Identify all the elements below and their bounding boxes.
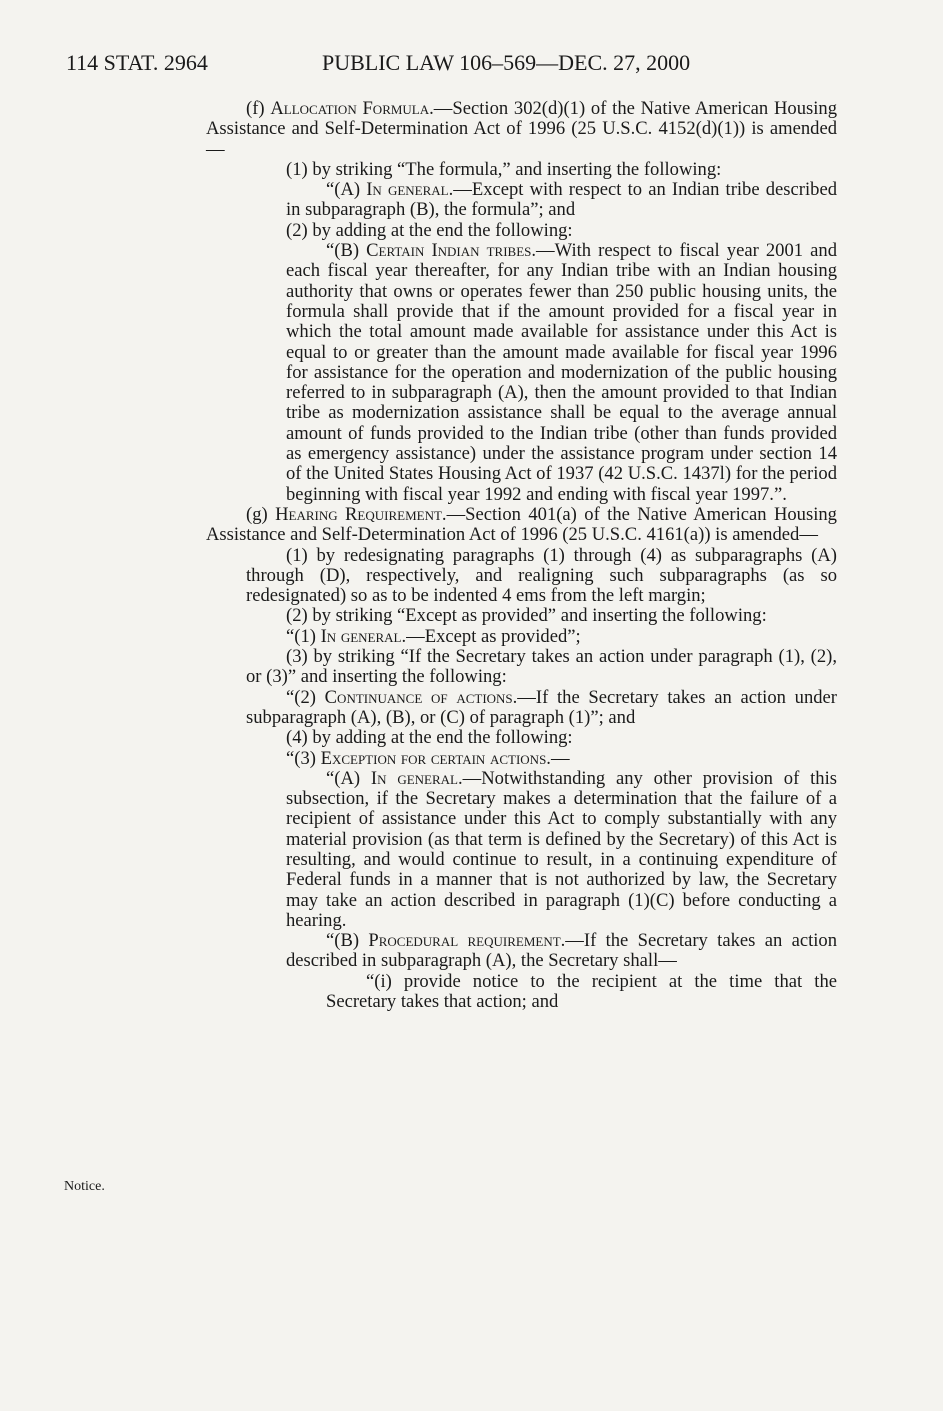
paragraph-text: —Except with respect to an Indian tribe described in subparagraph (B), the formula”; and [286,179,837,221]
paragraph-text: (3) by striking “If the Secretary takes an action under paragraph (1), (2), or (3)” and inserting the following: [246,646,837,688]
paragraph-heading: Procedural requirement. [368,930,566,952]
paragraph-prefix: “(B) [326,240,367,262]
public-law-reference: PUBLIC LAW 106–569—DEC. 27, 2000 [322,50,691,75]
paragraph-text: —Section 401(a) of the Native American Housing Assistance and Self-Determination Act of 1996 (25 U.S.C. 4161(a)) is amended— [206,503,837,546]
paragraph-heading: Hearing Requirement. [275,503,447,525]
paragraph-f-2-B [206,241,837,505]
paragraph-text: —If the Secretary takes an action described in subparagraph (A), the Secretary shall— [286,930,837,972]
paragraph-text: (1) by redesignating paragraphs (1) through (4) as subparagraphs (A) through (D), respectively, and realigning such subparagraphs (as so redesignated) so as to be indented 4 ems from the left margin; [246,544,837,607]
paragraph-heading: In general. [366,179,454,201]
paragraph-f [206,99,837,160]
paragraph-text: —Except as provided”; [406,625,581,647]
paragraph-text: — [550,747,570,769]
paragraph-g-4 [206,728,837,748]
paragraph-f-1-A [206,180,837,221]
paragraph-g-4-3-B-i [206,972,837,1013]
paragraph-g-3 [206,647,837,688]
law-text [206,99,837,1012]
paragraph-g-4-3 [206,749,837,769]
paragraph-heading: In general. [370,767,463,789]
paragraph-text: (2) by striking “Except as provided” and inserting the following: [286,605,767,627]
paragraph-heading: Certain Indian tribes. [366,240,537,262]
paragraph-text: (2) by adding at the end the following: [286,219,573,241]
paragraph-text: —Section 302(d)(1) of the Native American Housing Assistance and Self-Determination Act of 1996 (25 U.S.C. 4152(d)(1)) is amended— [206,98,837,160]
paragraph-text: “(i) provide notice to the recipient at the time that the Secretary takes that action; and [326,970,837,1013]
paragraph-text: (1) by striking “The formula,” and inserting the following: [286,158,722,180]
paragraph-prefix: “(1) [286,625,321,647]
paragraph-g-3-quote [206,688,837,729]
paragraph-heading: Allocation Formula. [270,98,434,119]
paragraph-text: —With respect to fiscal year 2001 and each fiscal year thereafter, for any Indian tribe with an Indian housing authority that owns or operates fewer than 250 public housing units, the formula shall provide that if the amount provided for a fiscal year in which the total amount made available for assistance under this Act is equal to or greater than the amount made available for fiscal year 1996 for assistance for the operation and modernization of the public housing referred to in subparagraph (A), then the amount provided to that Indian tribe as modernization assistance shall be equal to the average annual amount of funds provided to the Indian tribe (other than funds provided as emergency assistance) under the assistance program under section 14 of the United States Housing Act of 1937 (42 U.S.C. 1437l) for the period beginning with fiscal year 1992 and ending with fiscal year 1997.”. [286,240,837,505]
paragraph-g [206,505,837,546]
paragraph-heading: Continuance of actions. [324,686,518,708]
paragraph-text: —Notwithstanding any other provision of this subsection, if the Secretary makes a determination that the failure of a recipient of assistance under this Act to comply substantially with any material provision (as that term is defined by the Secretary) of this Act is resulting, and would continue to result, in a continuing expenditure of Federal funds in a manner that is not authorized by law, the Secretary may take an action described in paragraph (1)(C) before conducting a hearing. [286,767,837,931]
paragraph-f-1 [206,160,837,180]
statute-reference: 114 STAT. 2964 [66,50,208,75]
paragraph-prefix: “(B) [326,930,369,952]
paragraph-g-2 [206,606,837,626]
paragraph-text: (4) by adding at the end the following: [286,727,573,749]
page-header [66,50,843,80]
paragraph-heading: Exception for certain actions. [320,747,551,769]
paragraph-g-1 [206,546,837,607]
paragraph-prefix: “(A) [326,179,367,201]
paragraph-g-4-3-A [206,769,837,931]
paragraph-prefix: (f) [246,98,271,119]
margin-note-notice: Notice. [64,1179,105,1194]
paragraph-f-2 [206,221,837,241]
paragraph-prefix: “(2) [286,686,325,708]
paragraph-g-4-3-B [206,931,837,972]
paragraph-prefix: “(A) [326,767,371,789]
paragraph-heading: In general. [320,625,407,647]
paragraph-text: —If the Secretary takes an action under subparagraph (A), (B), or (C) of paragraph (1)”; and [246,686,837,728]
paragraph-prefix: “(3) [286,747,321,769]
paragraph-prefix: (g) [246,503,276,525]
paragraph-g-2-quote [206,627,837,647]
